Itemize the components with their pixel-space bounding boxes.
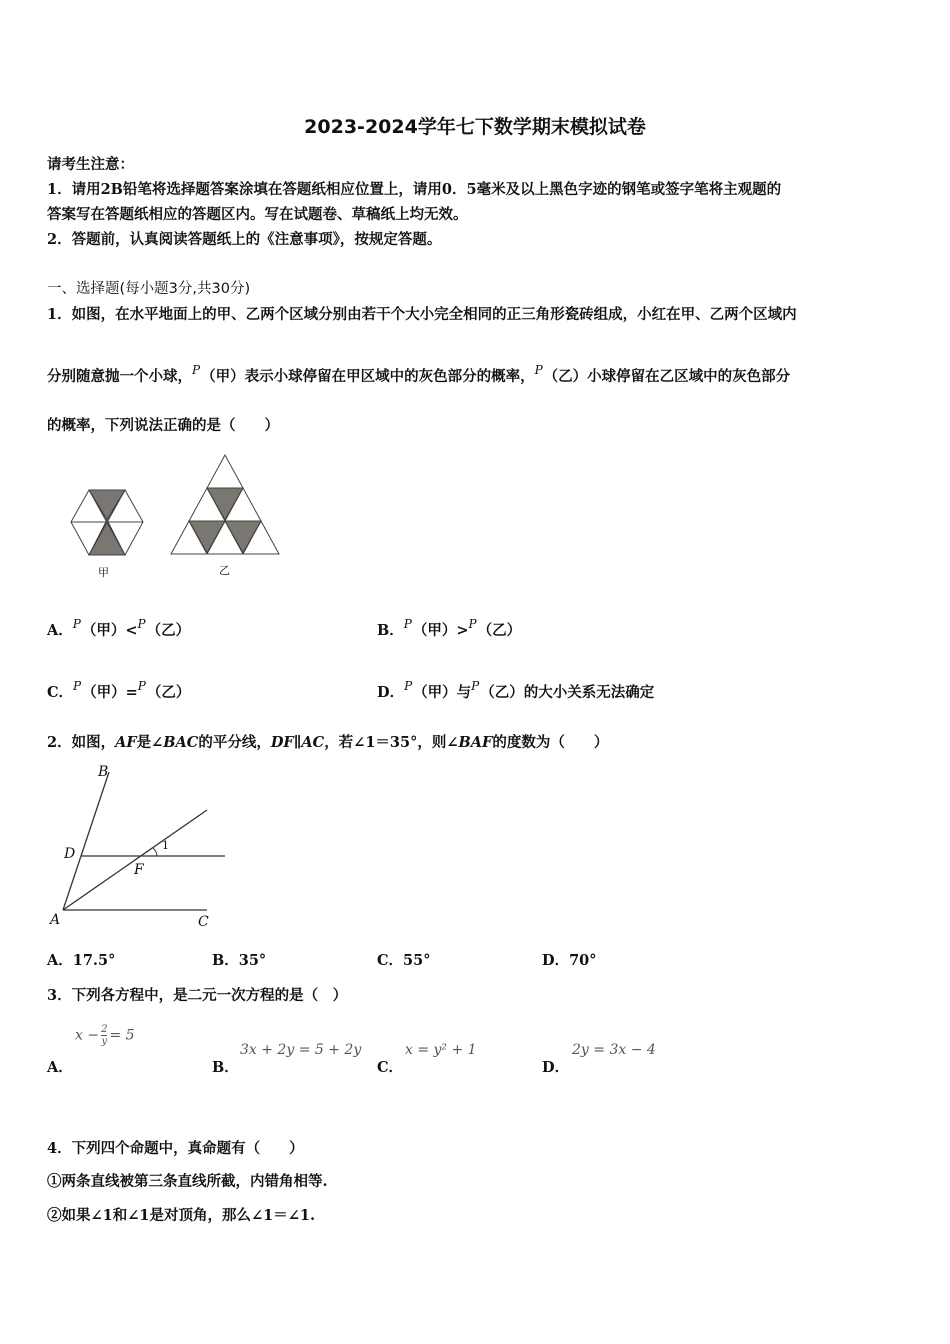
q1-option-a[interactable]: A．$^P$（甲）<$^P$（乙）: [47, 617, 191, 639]
q1-option-c[interactable]: C．$^P$（甲）=$^P$（乙）: [47, 679, 191, 701]
q4-text: 4．下列四个命题中，真命题有（ ）: [47, 1140, 304, 1157]
q1-option-d[interactable]: D．$^P$（甲）与$^P$（乙）的大小关系无法确定: [377, 679, 655, 701]
q3-option-c[interactable]: C．: [377, 1059, 404, 1076]
point-label-b: B: [98, 764, 109, 780]
q1-figure-yi: [166, 452, 286, 562]
q3-option-a[interactable]: A．: [47, 1059, 73, 1076]
point-label-d: D: [64, 846, 76, 862]
gray-triangle: [89, 490, 125, 520]
q3-option-b[interactable]: B．: [212, 1059, 239, 1076]
line-af: [63, 810, 207, 910]
figure-label-jia: 甲: [98, 566, 109, 579]
q3-eq-a: x − $\frac{2}{y}$ = 5: [75, 1024, 135, 1047]
notice-heading: 请考生注意：: [47, 156, 134, 173]
q2-text: 2．如图，AF是∠BAC的平分线，DF∥AC，若∠1＝35°，则∠BAF的度数为（ ）: [47, 734, 609, 751]
q3-eq-d: 2y = 3x − 4: [572, 1042, 656, 1058]
gray-triangle: [207, 488, 243, 520]
q3-option-d[interactable]: D．: [542, 1059, 570, 1076]
notice-line-2: 答案写在答题纸相应的答题区内。写在试题卷、草稿纸上均无效。: [47, 206, 468, 223]
q3-text: 3．下列各方程中，是二元一次方程的是（ ）: [47, 987, 348, 1004]
notice-line-1: 1．请用2B铅笔将选择题答案涂填在答题纸相应位置上，请用0．5毫米及以上黑色字迹的钢笔或签字笔将主观题的: [47, 181, 782, 198]
gray-triangle: [89, 520, 125, 555]
point-label-f: F: [134, 862, 144, 878]
q2-option-c[interactable]: C．55°: [377, 952, 431, 969]
gray-triangle: [225, 521, 261, 553]
point-label-c: C: [198, 914, 209, 930]
notice-line-3: 2．答题前，认真阅读答题纸上的《注意事项》，按规定答题。: [47, 231, 442, 248]
q1-line-1: 1．如图，在水平地面上的甲、乙两个区域分别由若干个大小完全相同的正三角形瓷砖组成，小红在甲、乙两个区域内: [47, 306, 797, 323]
p-symbol: P: [534, 363, 543, 377]
page-title: 2023-2024学年七下数学期末模拟试卷: [304, 116, 646, 138]
q1-line-3: 的概率，下列说法正确的是（ ）: [47, 417, 279, 434]
figure-label-yi: 乙: [219, 564, 230, 577]
q1-figure-jia: [62, 480, 152, 570]
q2-option-d[interactable]: D．70°: [542, 952, 597, 969]
q2-option-b[interactable]: B．35°: [212, 952, 267, 969]
q1-line-2: 分别随意抛一个小球，$^P$（甲）表示小球停留在甲区域中的灰色部分的概率，$^P$（乙）小球停留在乙区域中的灰色部分: [47, 363, 791, 385]
gray-triangle: [189, 521, 225, 553]
q3-eq-b: 3x + 2y = 5 + 2y: [240, 1042, 362, 1058]
q4-statement-1: ①两条直线被第三条直线所截，内错角相等.: [47, 1173, 328, 1190]
section-heading: 一、选择题(每小题3分,共30分): [47, 281, 251, 297]
q3-eq-c: x = y² + 1: [405, 1042, 477, 1058]
line-ab: [63, 772, 109, 910]
q1-option-b[interactable]: B．$^P$（甲）>$^P$（乙）: [377, 617, 522, 639]
p-symbol: P: [192, 363, 201, 377]
q4-statement-2: ②如果∠1和∠1是对顶角，那么∠1＝∠1.: [47, 1207, 316, 1224]
q2-option-a[interactable]: A．17.5°: [47, 952, 116, 969]
point-label-a: A: [50, 912, 61, 928]
angle-label-1: 1: [162, 839, 169, 852]
